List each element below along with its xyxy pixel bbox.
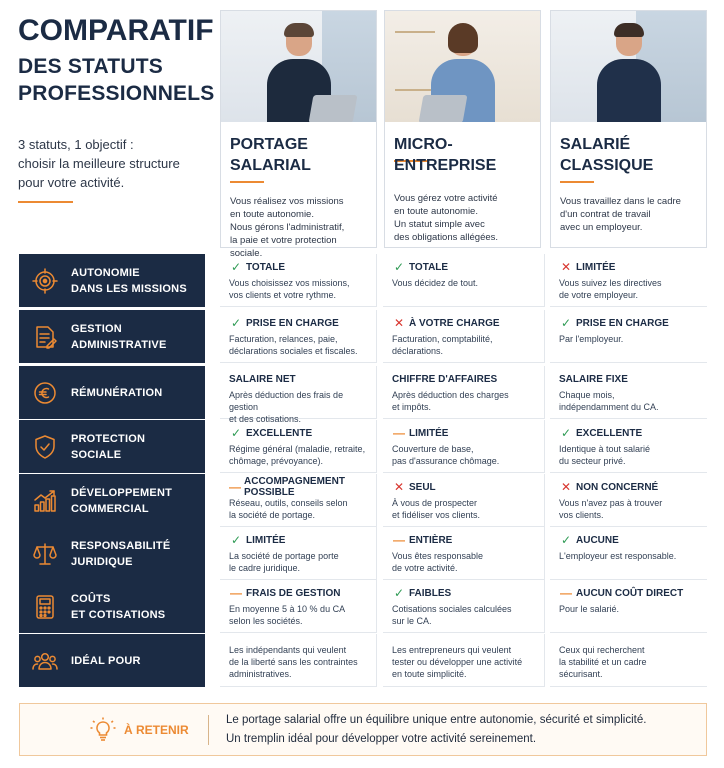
column-title: SALARIÉ CLASSIQUE (560, 136, 654, 174)
cell-text: Vous n'avez pas à trouver vos clients. (559, 498, 663, 520)
target-icon (32, 268, 58, 294)
table-cell (220, 527, 377, 580)
table-cell (550, 254, 707, 307)
row-label-text: RESPONSABILITÉ JURIDIQUE (71, 539, 171, 568)
table-cell (220, 310, 377, 363)
subtitle (18, 135, 218, 192)
row-label-text: GESTION ADMINISTRATIVE (71, 322, 167, 351)
cross-icon: ✕ (560, 260, 572, 274)
cross-icon: ✕ (393, 480, 405, 494)
cell-heading: ✓ TOTALE (393, 260, 449, 274)
cell-text: La société de portage porte le cadre juridique. (229, 551, 339, 573)
row-label-text: AUTONOMIE DANS LES MISSIONS (71, 266, 187, 295)
cell-text: À vous de prospecter et fidéliser vos clients. (392, 498, 481, 520)
row-label (19, 310, 205, 363)
table-row (19, 366, 707, 424)
row-label (19, 474, 205, 527)
cell-heading: — LIMITÉE (393, 426, 449, 440)
title-accent-line (18, 201, 73, 203)
cell-heading: ✕ SEUL (393, 480, 436, 494)
table-row (19, 310, 707, 363)
cell-text: Cotisations sociales calculées sur le CA. (392, 604, 512, 626)
row-label (19, 527, 205, 580)
table-cell (220, 634, 377, 687)
cell-heading: ✓ AUCUNE (560, 533, 619, 547)
table-row (19, 580, 707, 633)
cell-heading: — AUCUN COÛT DIRECT (560, 586, 684, 600)
cell-text: Ceux qui recherchent la stabilité et un cadre sécurisant. (559, 645, 647, 679)
cell-text: Réseau, outils, conseils selon la société de portage. (229, 498, 348, 520)
cell-text: Chaque mois, indépendamment du CA. (559, 390, 659, 412)
cell-heading: ✓ LIMITÉE (230, 533, 286, 547)
table-cell (550, 474, 707, 527)
title-line-3: PROFESSIONNELS (18, 82, 215, 105)
cell-heading: ✓ FAIBLES (393, 586, 452, 600)
check-icon: ✓ (393, 586, 405, 600)
cross-icon: ✕ (560, 480, 572, 494)
cell-heading: ✕ À VOTRE CHARGE (393, 316, 500, 330)
row-label (19, 366, 205, 419)
cell-heading: ✓ TOTALE (230, 260, 286, 274)
column-portage-salarial (220, 10, 377, 259)
cell-heading: — ACCOMPAGNEMENT POSSIBLE (229, 476, 345, 498)
cell-text: Les indépendants qui veulent de la liberté sans les contraintes administratives. (229, 645, 358, 679)
column-salarie-classique (550, 10, 707, 248)
portrait-photo (551, 11, 706, 122)
cell-heading: ✓ PRISE EN CHARGE (230, 316, 339, 330)
cell-text: Après déduction des frais de gestion et des cotisations. (229, 390, 344, 424)
dash-icon: — (230, 586, 242, 600)
cell-text: Vous suivez les directives de votre employeur. (559, 278, 662, 300)
page-title (18, 16, 218, 104)
cell-text: Couverture de base, pas d'assurance chômage. (392, 444, 500, 466)
euro-icon (32, 380, 58, 406)
cell-heading: SALAIRE NET (229, 373, 296, 385)
check-icon: ✓ (230, 426, 242, 440)
check-icon: ✓ (230, 260, 242, 274)
table-row (19, 474, 707, 527)
cell-text: Vous êtes responsable de votre activité. (392, 551, 484, 573)
title-line-2: DES STATUTS (18, 55, 163, 78)
table-cell (220, 474, 377, 527)
table-cell (220, 254, 377, 307)
cell-text: Facturation, relances, paie, déclarations sociales et fiscales. (229, 334, 358, 356)
row-label (19, 580, 205, 633)
cell-heading: — FRAIS DE GESTION (230, 586, 341, 600)
title-line-1: COMPARATIF (18, 14, 214, 47)
calculator-icon (32, 594, 58, 620)
cell-text: Les entrepreneurs qui veulent tester ou développer une activité en toute simplicité. (392, 645, 523, 679)
cell-text: Régime général (maladie, retraite, chômage, prévoyance). (229, 444, 366, 466)
cell-text: Vous décidez de tout. (392, 278, 479, 288)
scales-icon (32, 541, 58, 567)
row-label (19, 634, 205, 687)
check-icon: ✓ (230, 316, 242, 330)
lightbulb-icon (90, 717, 116, 743)
cell-text: Facturation, comptabilité, déclarations. (392, 334, 493, 356)
check-icon: ✓ (560, 533, 572, 547)
table-cell (383, 580, 545, 633)
check-icon: ✓ (560, 316, 572, 330)
document-icon (32, 324, 58, 350)
check-icon: ✓ (560, 426, 572, 440)
column-title: PORTAGE SALARIAL (230, 136, 311, 174)
table-row (19, 254, 707, 307)
cell-text: Par l'employeur. (559, 334, 624, 344)
table-cell (383, 310, 545, 363)
shield-icon (32, 434, 58, 460)
people-group-icon (32, 648, 58, 674)
cell-heading: CHIFFRE D'AFFAIRES (392, 373, 498, 385)
takeaway-title: À RETENIR (124, 722, 189, 737)
table-row (19, 634, 707, 687)
table-cell (550, 420, 707, 473)
table-cell (383, 527, 545, 580)
cell-heading: ✕ LIMITÉE (560, 260, 616, 274)
cross-icon: ✕ (393, 316, 405, 330)
row-label (19, 254, 205, 307)
takeaway-label (20, 717, 208, 743)
row-label-text: RÉMUNÉRATION (71, 386, 163, 399)
row-label-text: PROTECTION SOCIALE (71, 432, 146, 461)
subtitle-line: choisir la meilleure structure (18, 156, 180, 171)
column-micro-entreprise (384, 10, 541, 248)
table-cell (220, 366, 377, 424)
portrait-photo (221, 11, 376, 122)
table-cell (220, 580, 377, 633)
table-cell (383, 474, 545, 527)
divider (208, 715, 209, 745)
table-cell (550, 527, 707, 580)
row-label-text: COÛTS ET COTISATIONS (71, 592, 166, 621)
table-row (19, 527, 707, 580)
check-icon: ✓ (230, 533, 242, 547)
subtitle-line: pour votre activité. (18, 175, 125, 190)
cell-heading: SALAIRE FIXE (559, 373, 628, 385)
column-description: Vous gérez votre activité en toute autonomie. Un statut simple avec des obligations allégées. (394, 193, 499, 243)
subtitle-line: 3 statuts, 1 objectif : (18, 137, 134, 152)
cell-heading: — ENTIÈRE (393, 533, 453, 547)
table-cell (550, 310, 707, 363)
cell-heading: ✕ NON CONCERNÉ (560, 480, 659, 494)
cell-text: L'employeur est responsable. (559, 551, 677, 561)
dash-icon: — (393, 533, 405, 547)
cell-text: Vous choisissez vos missions, vos clients et votre rythme. (229, 278, 350, 300)
table-cell (550, 366, 707, 419)
cell-heading: ✓ EXCELLENTE (230, 426, 313, 440)
table-cell (550, 634, 707, 687)
cell-text: Après déduction des charges et impôts. (392, 390, 509, 412)
row-label-text: IDÉAL POUR (71, 654, 141, 667)
row-label (19, 420, 205, 473)
cell-text: En moyenne 5 à 10 % du CA selon les sociétés. (229, 604, 346, 626)
table-cell (383, 420, 545, 473)
table-cell (383, 634, 545, 687)
column-description: Vous travaillez dans le cadre d'un contrat de travail avec un employeur. (560, 196, 681, 233)
cell-heading: ✓ PRISE EN CHARGE (560, 316, 669, 330)
column-title: MICRO-ENTREPRISE (394, 136, 497, 174)
dash-icon: — (393, 426, 405, 440)
growth-chart-icon (32, 488, 58, 514)
table-cell (383, 254, 545, 307)
cell-text: Identique à tout salarié du secteur privé. (559, 444, 651, 466)
dash-icon: — (560, 586, 572, 600)
cell-heading: ✓ EXCELLENTE (560, 426, 643, 440)
table-cell (383, 366, 545, 419)
table-row (19, 420, 707, 473)
takeaway-text: Le portage salarial offre un équilibre unique entre autonomie, sécurité et simplicité. Un tremplin idéal pour développer votre activité sereinement. (226, 713, 647, 745)
check-icon: ✓ (393, 260, 405, 274)
table-cell (220, 420, 377, 473)
portrait-photo (385, 11, 540, 122)
cell-text: Pour le salarié. (559, 604, 620, 614)
dash-icon: — (229, 480, 241, 494)
takeaway-box (19, 703, 707, 756)
row-label-text: DÉVELOPPEMENT COMMERCIAL (71, 486, 173, 515)
table-cell (550, 580, 707, 633)
column-description: Vous réalisez vos missions en toute autonomie. Nous gérons l'administratif, la paie et votre protection sociale. (230, 196, 345, 259)
